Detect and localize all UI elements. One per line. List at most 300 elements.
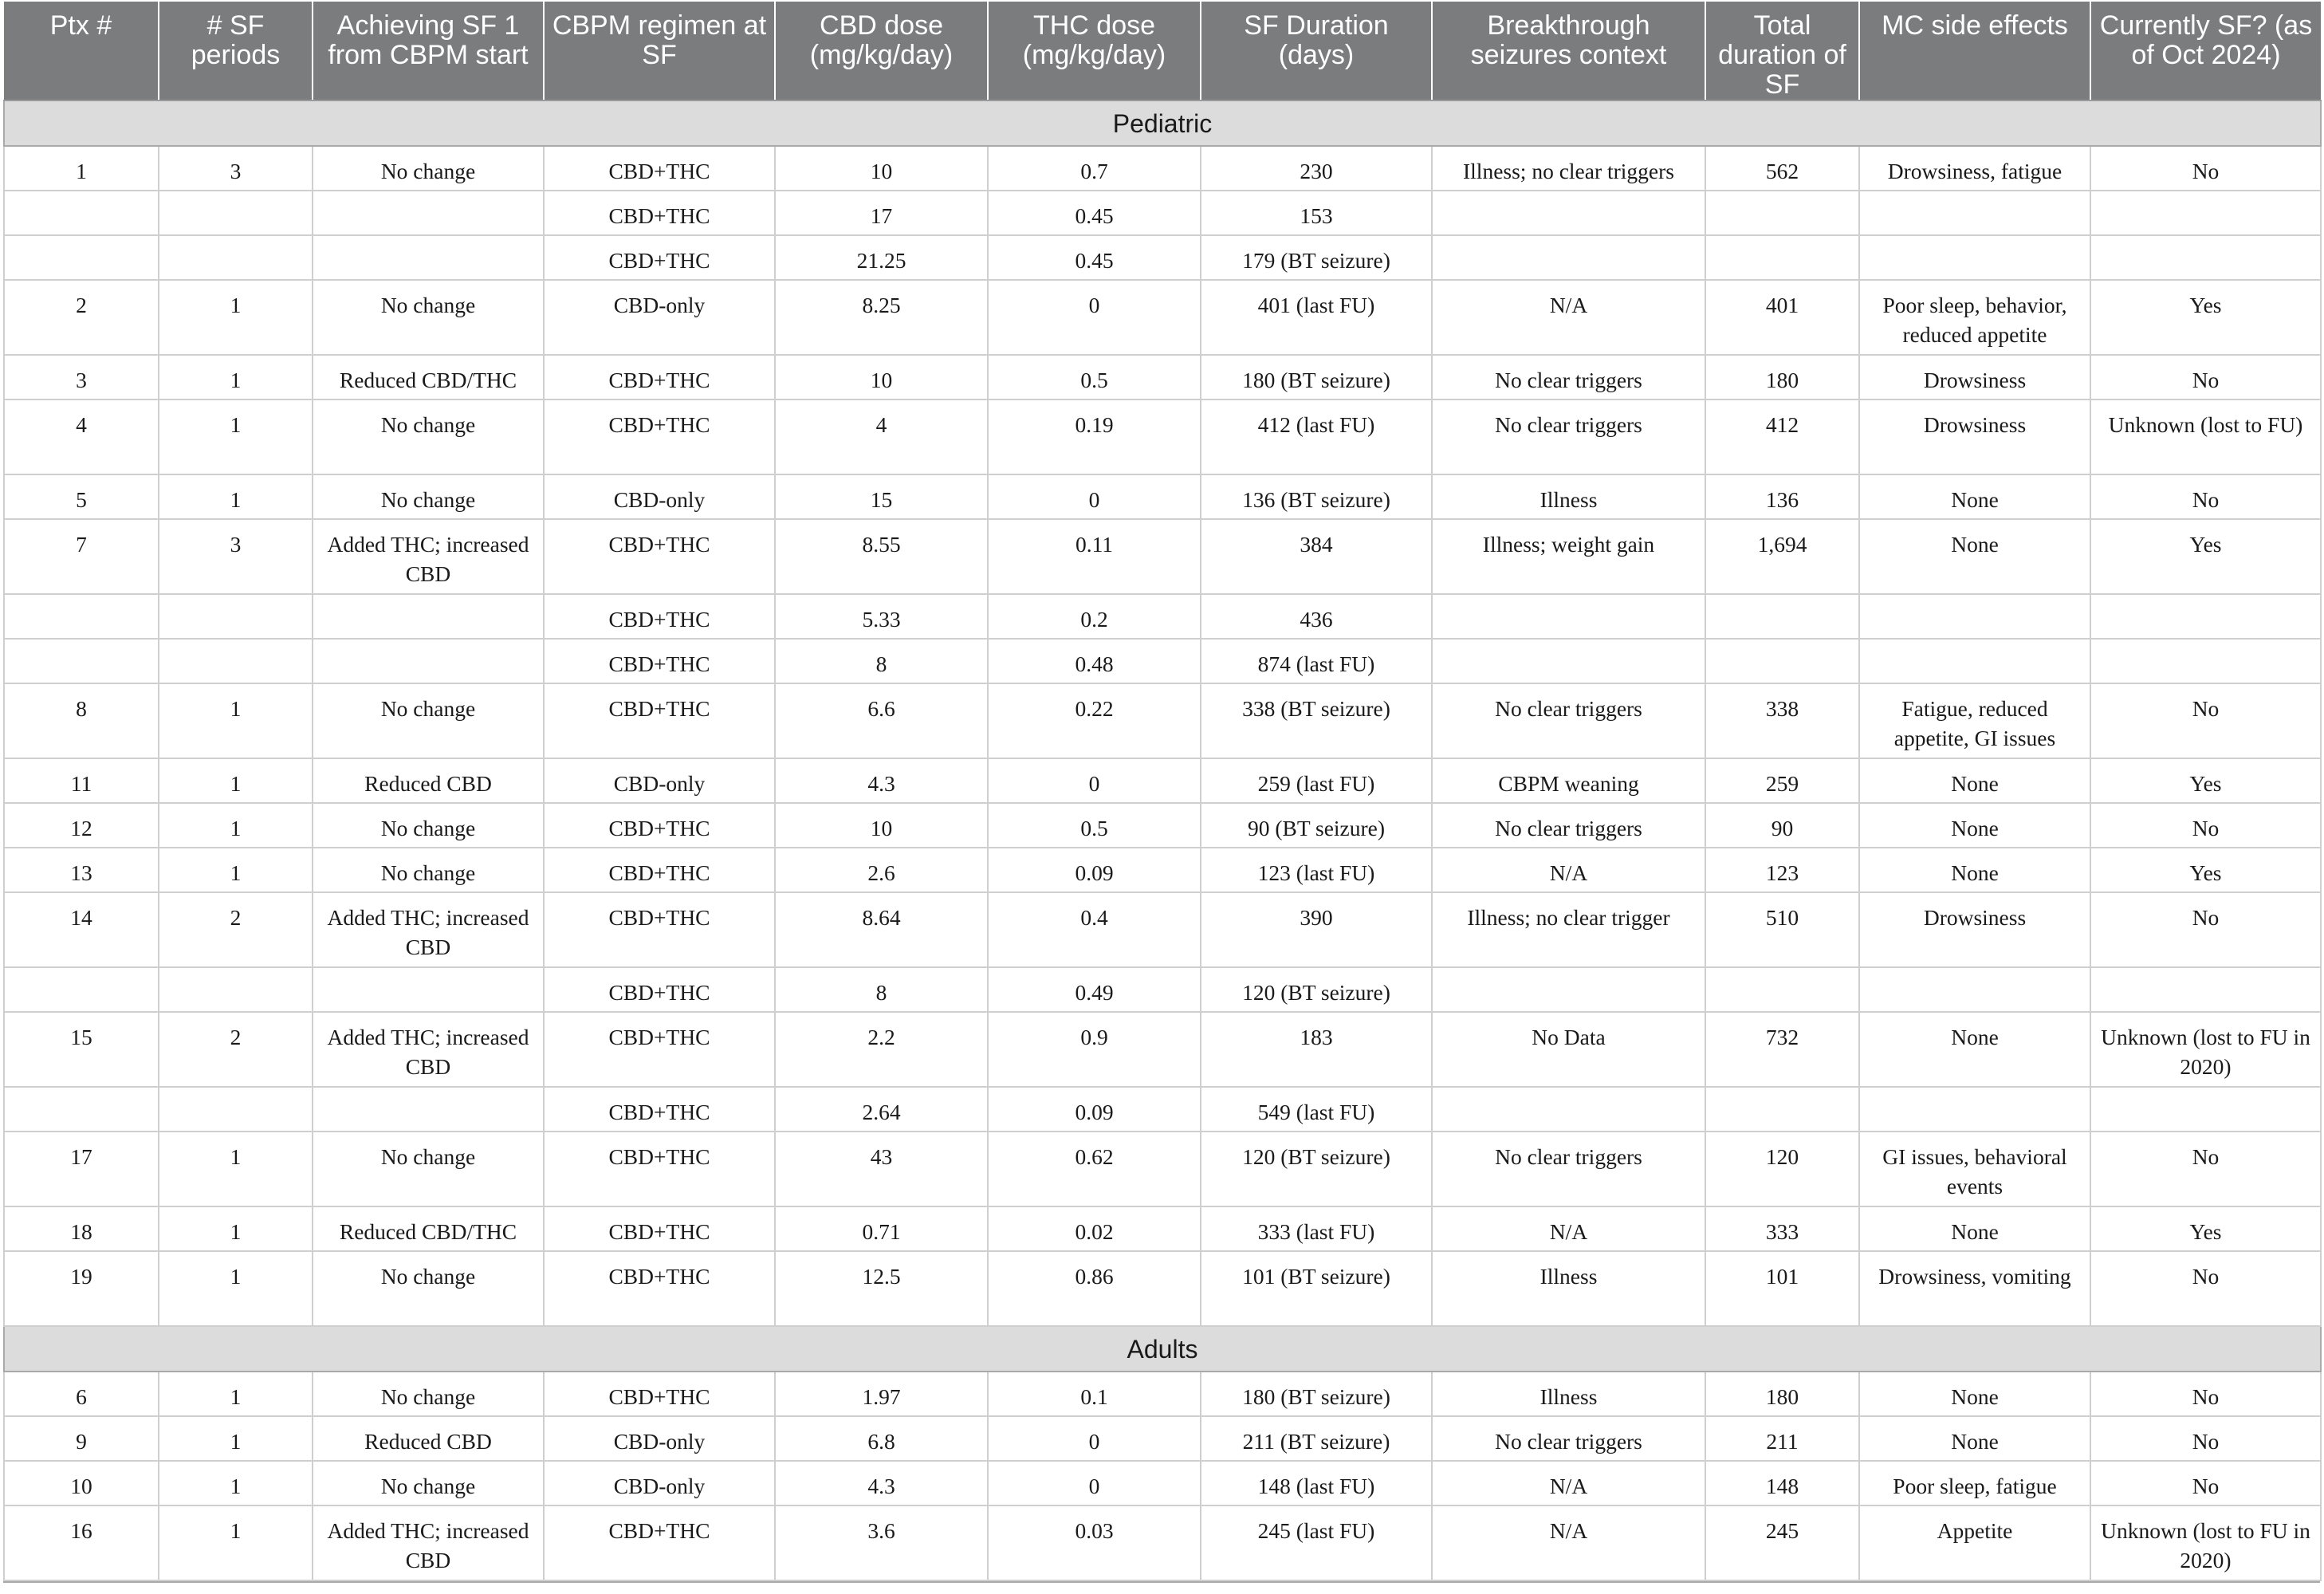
table-cell: 0 (988, 1416, 1201, 1461)
table-cell: 1 (159, 399, 313, 474)
table-cell (2090, 235, 2321, 280)
table-cell: 0 (988, 474, 1201, 519)
table-cell: No clear triggers (1432, 1416, 1705, 1461)
table-cell: CBD+THC (544, 519, 775, 594)
table-cell (159, 967, 313, 1012)
table-cell: No (2090, 146, 2321, 191)
section-title: Adults (4, 1326, 2321, 1372)
table-cell: Added THC; increased CBD (313, 1505, 544, 1580)
table-cell (313, 235, 544, 280)
table-cell: No clear triggers (1432, 355, 1705, 399)
table-cell: 0.2 (988, 594, 1201, 639)
table-cell: No Data (1432, 1012, 1705, 1087)
table-cell: 0.7 (988, 146, 1201, 191)
table-cell: CBD+THC (544, 235, 775, 280)
table-cell: 6.8 (775, 1416, 988, 1461)
table-cell: CBD+THC (544, 146, 775, 191)
table-cell: Illness (1432, 474, 1705, 519)
table-cell: None (1859, 1372, 2090, 1416)
table-cell: 180 (1705, 1372, 1859, 1416)
table-cell: 0.02 (988, 1206, 1201, 1251)
table-row (4, 146, 2321, 191)
table-body (4, 100, 2321, 1580)
column-header: SF Duration (days) (1201, 2, 1432, 100)
table-cell: 8.55 (775, 519, 988, 594)
table-cell: 333 (last FU) (1201, 1206, 1432, 1251)
table-cell: 259 (1705, 758, 1859, 803)
table-cell: 120 (BT seizure) (1201, 967, 1432, 1012)
table-cell (1705, 235, 1859, 280)
table-cell (1859, 639, 2090, 683)
section-title: Pediatric (4, 100, 2321, 146)
table-cell: CBD+THC (544, 1251, 775, 1326)
table-cell: 5 (4, 474, 159, 519)
table-row (4, 892, 2321, 967)
table-cell: No change (313, 474, 544, 519)
table-row (4, 1251, 2321, 1326)
table-cell: N/A (1432, 1206, 1705, 1251)
table-cell: Reduced CBD (313, 1416, 544, 1461)
table-header (4, 2, 2321, 100)
table-cell: CBD+THC (544, 355, 775, 399)
table-cell: 1 (159, 683, 313, 758)
table-cell: 21.25 (775, 235, 988, 280)
table-cell: CBD-only (544, 1416, 775, 1461)
table-cell: CBD+THC (544, 594, 775, 639)
table-cell: None (1859, 803, 2090, 848)
table-cell: No (2090, 1461, 2321, 1505)
table-cell: 0.1 (988, 1372, 1201, 1416)
table-cell: Drowsiness, vomiting (1859, 1251, 2090, 1326)
table-cell: 0.22 (988, 683, 1201, 758)
table-cell (2090, 639, 2321, 683)
table-cell: 390 (1201, 892, 1432, 967)
table-cell (1859, 594, 2090, 639)
table-cell: 0.09 (988, 848, 1201, 892)
table-cell: Drowsiness (1859, 355, 2090, 399)
table-cell: 2 (159, 1012, 313, 1087)
table-cell (159, 235, 313, 280)
table-cell (2090, 594, 2321, 639)
table-cell: Unknown (lost to FU in 2020) (2090, 1505, 2321, 1580)
table-cell: 333 (1705, 1206, 1859, 1251)
table-cell: Unknown (lost to FU) (2090, 399, 2321, 474)
table-cell: No clear triggers (1432, 683, 1705, 758)
column-header: Breakthrough seizures context (1432, 2, 1705, 100)
table-cell: None (1859, 1012, 2090, 1087)
table-cell: 1 (159, 474, 313, 519)
table-cell: 10 (775, 146, 988, 191)
table-cell: 16 (4, 1505, 159, 1580)
table-cell (4, 1087, 159, 1132)
table-cell: 1 (159, 1461, 313, 1505)
table-row (4, 1206, 2321, 1251)
table-cell: 1 (159, 848, 313, 892)
table-cell: 8 (4, 683, 159, 758)
table-cell: 1.97 (775, 1372, 988, 1416)
table-cell: 412 (last FU) (1201, 399, 1432, 474)
table-cell: 0.5 (988, 355, 1201, 399)
column-header: Total duration of SF (1705, 2, 1859, 100)
table-cell: CBD+THC (544, 399, 775, 474)
table-cell: 8 (775, 639, 988, 683)
table-cell: 0 (988, 1461, 1201, 1505)
table-cell: Fatigue, reduced appetite, GI issues (1859, 683, 2090, 758)
table-cell: 1 (159, 355, 313, 399)
table-cell: 384 (1201, 519, 1432, 594)
table-cell: 136 (BT seizure) (1201, 474, 1432, 519)
table-cell: 12 (4, 803, 159, 848)
seizure-freedom-table (3, 2, 2322, 1581)
table-cell: 245 (last FU) (1201, 1505, 1432, 1580)
table-cell: 401 (last FU) (1201, 280, 1432, 355)
table-cell: 0.19 (988, 399, 1201, 474)
table-cell: Illness; no clear trigger (1432, 892, 1705, 967)
table-cell (159, 639, 313, 683)
table-cell: No (2090, 683, 2321, 758)
table-cell: 6.6 (775, 683, 988, 758)
table-cell (313, 639, 544, 683)
table-cell: Reduced CBD/THC (313, 1206, 544, 1251)
table-cell: 3 (159, 146, 313, 191)
table-cell: No clear triggers (1432, 399, 1705, 474)
table-cell: No (2090, 1372, 2321, 1416)
table-cell: 0.45 (988, 235, 1201, 280)
table-cell: 180 (1705, 355, 1859, 399)
table-cell (1432, 1087, 1705, 1132)
table-cell: 8 (775, 967, 988, 1012)
section-row (4, 1326, 2321, 1372)
column-header: Achieving SF 1 from CBPM start (313, 2, 544, 100)
table-row (4, 1132, 2321, 1206)
table-cell: None (1859, 848, 2090, 892)
table-cell: No change (313, 1251, 544, 1326)
table-cell (1705, 594, 1859, 639)
table-cell: 412 (1705, 399, 1859, 474)
table-cell (1432, 235, 1705, 280)
table-cell: No (2090, 803, 2321, 848)
table-cell: 0.11 (988, 519, 1201, 594)
table-cell: CBD-only (544, 758, 775, 803)
table-cell: 120 (1705, 1132, 1859, 1206)
table-cell: 874 (last FU) (1201, 639, 1432, 683)
column-header: Currently SF? (as of Oct 2024) (2090, 2, 2321, 100)
table-cell: CBD+THC (544, 1087, 775, 1132)
seizure-freedom-table-container (3, 2, 2320, 1583)
table-cell (2090, 1087, 2321, 1132)
table-cell (313, 594, 544, 639)
table-cell (4, 639, 159, 683)
table-cell: 1 (159, 280, 313, 355)
table-cell: 0.03 (988, 1505, 1201, 1580)
table-cell: 123 (1705, 848, 1859, 892)
table-cell: 732 (1705, 1012, 1859, 1087)
table-cell: No change (313, 280, 544, 355)
table-cell: N/A (1432, 848, 1705, 892)
table-cell: 0.86 (988, 1251, 1201, 1326)
table-row (4, 1416, 2321, 1461)
table-cell: 10 (775, 355, 988, 399)
table-cell: 15 (4, 1012, 159, 1087)
table-cell: Drowsiness (1859, 399, 2090, 474)
table-cell: 6 (4, 1372, 159, 1416)
table-cell: No change (313, 399, 544, 474)
table-cell: 14 (4, 892, 159, 967)
table-cell: 5.33 (775, 594, 988, 639)
table-cell: Poor sleep, behavior, reduced appetite (1859, 280, 2090, 355)
table-row (4, 1505, 2321, 1580)
table-cell: No (2090, 474, 2321, 519)
table-cell: N/A (1432, 280, 1705, 355)
table-cell: No change (313, 146, 544, 191)
table-cell: 180 (BT seizure) (1201, 1372, 1432, 1416)
table-cell: 245 (1705, 1505, 1859, 1580)
table-cell: None (1859, 474, 2090, 519)
table-row (4, 848, 2321, 892)
table-cell: 136 (1705, 474, 1859, 519)
table-cell: 10 (775, 803, 988, 848)
table-cell (1705, 191, 1859, 235)
table-cell (159, 1087, 313, 1132)
table-row (4, 967, 2321, 1012)
column-header: # SF periods (159, 2, 313, 100)
table-cell (2090, 967, 2321, 1012)
table-cell: 338 (1705, 683, 1859, 758)
table-cell: Yes (2090, 758, 2321, 803)
table-cell: 18 (4, 1206, 159, 1251)
table-cell: 1 (159, 1416, 313, 1461)
table-cell: 562 (1705, 146, 1859, 191)
table-cell (1705, 639, 1859, 683)
table-cell: None (1859, 1206, 2090, 1251)
table-cell: 0.9 (988, 1012, 1201, 1087)
table-cell (4, 191, 159, 235)
table-cell: 2 (159, 892, 313, 967)
table-cell: 0.49 (988, 967, 1201, 1012)
table-cell: 4.3 (775, 1461, 988, 1505)
table-cell: No (2090, 355, 2321, 399)
header-row (4, 2, 2321, 100)
table-cell: CBPM weaning (1432, 758, 1705, 803)
table-cell: CBD-only (544, 474, 775, 519)
table-cell: Illness (1432, 1372, 1705, 1416)
table-cell: 0 (988, 280, 1201, 355)
table-cell: No change (313, 803, 544, 848)
table-cell: CBD+THC (544, 803, 775, 848)
table-cell: Yes (2090, 848, 2321, 892)
table-cell (4, 235, 159, 280)
table-cell (4, 967, 159, 1012)
table-cell: 2.64 (775, 1087, 988, 1132)
table-cell: 510 (1705, 892, 1859, 967)
table-cell (1432, 639, 1705, 683)
table-cell: CBD+THC (544, 683, 775, 758)
table-cell: 1 (159, 1372, 313, 1416)
table-cell: 0.5 (988, 803, 1201, 848)
table-cell: 19 (4, 1251, 159, 1326)
table-cell: 0 (988, 758, 1201, 803)
table-cell: 13 (4, 848, 159, 892)
table-cell: CBD+THC (544, 1206, 775, 1251)
table-row (4, 235, 2321, 280)
table-cell: Appetite (1859, 1505, 2090, 1580)
table-cell: None (1859, 758, 2090, 803)
table-cell (313, 967, 544, 1012)
table-cell (1432, 191, 1705, 235)
table-cell: CBD+THC (544, 967, 775, 1012)
table-cell: 2.6 (775, 848, 988, 892)
table-cell: Added THC; increased CBD (313, 1012, 544, 1087)
table-cell: CBD+THC (544, 848, 775, 892)
table-cell: CBD-only (544, 280, 775, 355)
column-header: THC dose (mg/kg/day) (988, 2, 1201, 100)
table-cell (1432, 594, 1705, 639)
table-cell: 90 (1705, 803, 1859, 848)
table-cell: 0.48 (988, 639, 1201, 683)
table-cell: Illness; no clear triggers (1432, 146, 1705, 191)
table-cell: 230 (1201, 146, 1432, 191)
table-cell: CBD+THC (544, 191, 775, 235)
table-cell: No (2090, 892, 2321, 967)
table-cell: 120 (BT seizure) (1201, 1132, 1432, 1206)
table-cell (313, 1087, 544, 1132)
table-cell: Yes (2090, 280, 2321, 355)
table-cell: Yes (2090, 519, 2321, 594)
table-cell (159, 594, 313, 639)
table-cell: 4.3 (775, 758, 988, 803)
table-cell (1859, 1087, 2090, 1132)
table-cell (1859, 191, 2090, 235)
table-cell: Illness (1432, 1251, 1705, 1326)
table-cell: 8.25 (775, 280, 988, 355)
table-cell: Reduced CBD (313, 758, 544, 803)
table-cell: None (1859, 519, 2090, 594)
table-cell: CBD+THC (544, 639, 775, 683)
table-cell (159, 191, 313, 235)
table-cell: 9 (4, 1416, 159, 1461)
table-row (4, 399, 2321, 474)
table-cell: 4 (4, 399, 159, 474)
table-cell: 123 (last FU) (1201, 848, 1432, 892)
table-cell: 3.6 (775, 1505, 988, 1580)
table-cell: 549 (last FU) (1201, 1087, 1432, 1132)
table-cell: Poor sleep, fatigue (1859, 1461, 2090, 1505)
table-cell: No change (313, 683, 544, 758)
table-cell: 211 (BT seizure) (1201, 1416, 1432, 1461)
table-cell: 101 (1705, 1251, 1859, 1326)
table-row (4, 594, 2321, 639)
table-row (4, 1012, 2321, 1087)
table-cell: CBD+THC (544, 1012, 775, 1087)
table-cell: Drowsiness, fatigue (1859, 146, 2090, 191)
table-cell: 43 (775, 1132, 988, 1206)
table-cell: 3 (159, 519, 313, 594)
table-row (4, 758, 2321, 803)
table-row (4, 355, 2321, 399)
table-cell: 211 (1705, 1416, 1859, 1461)
table-cell: 0.62 (988, 1132, 1201, 1206)
table-cell: Added THC; increased CBD (313, 519, 544, 594)
table-cell: 0.71 (775, 1206, 988, 1251)
table-cell: 259 (last FU) (1201, 758, 1432, 803)
table-cell: 17 (775, 191, 988, 235)
table-cell: 17 (4, 1132, 159, 1206)
table-cell (313, 191, 544, 235)
table-cell: 12.5 (775, 1251, 988, 1326)
section-row (4, 100, 2321, 146)
column-header: Ptx # (4, 2, 159, 100)
table-cell: 1,694 (1705, 519, 1859, 594)
table-cell: CBD+THC (544, 1372, 775, 1416)
table-cell: No clear triggers (1432, 1132, 1705, 1206)
table-cell: 436 (1201, 594, 1432, 639)
table-cell: 2 (4, 280, 159, 355)
table-cell: 11 (4, 758, 159, 803)
table-cell: 0.45 (988, 191, 1201, 235)
table-cell: CBD-only (544, 1461, 775, 1505)
table-cell: 148 (1705, 1461, 1859, 1505)
table-cell: Drowsiness (1859, 892, 2090, 967)
table-row (4, 191, 2321, 235)
table-cell: CBD+THC (544, 1505, 775, 1580)
table-cell: No change (313, 1372, 544, 1416)
table-cell: Added THC; increased CBD (313, 892, 544, 967)
table-cell: No clear triggers (1432, 803, 1705, 848)
table-cell: GI issues, behavioral events (1859, 1132, 2090, 1206)
table-cell: No (2090, 1251, 2321, 1326)
table-cell: 401 (1705, 280, 1859, 355)
table-cell (1432, 967, 1705, 1012)
table-row (4, 474, 2321, 519)
table-cell: 1 (159, 803, 313, 848)
table-row (4, 683, 2321, 758)
table-cell: 2.2 (775, 1012, 988, 1087)
table-cell: 180 (BT seizure) (1201, 355, 1432, 399)
table-cell: No (2090, 1416, 2321, 1461)
table-cell: 148 (last FU) (1201, 1461, 1432, 1505)
table-cell: 1 (159, 1132, 313, 1206)
table-row (4, 280, 2321, 355)
table-cell: 1 (4, 146, 159, 191)
table-cell: Illness; weight gain (1432, 519, 1705, 594)
table-cell: 0.09 (988, 1087, 1201, 1132)
table-cell: 153 (1201, 191, 1432, 235)
table-row (4, 1461, 2321, 1505)
table-cell: Reduced CBD/THC (313, 355, 544, 399)
table-cell: Yes (2090, 1206, 2321, 1251)
table-cell: 1 (159, 1251, 313, 1326)
table-cell: 179 (BT seizure) (1201, 235, 1432, 280)
table-cell (4, 594, 159, 639)
table-cell: 183 (1201, 1012, 1432, 1087)
table-cell: N/A (1432, 1505, 1705, 1580)
table-cell: 1 (159, 1505, 313, 1580)
table-cell: No (2090, 1132, 2321, 1206)
table-cell: 101 (BT seizure) (1201, 1251, 1432, 1326)
table-cell: No change (313, 1461, 544, 1505)
table-row (4, 519, 2321, 594)
table-cell: 10 (4, 1461, 159, 1505)
table-cell: 0.4 (988, 892, 1201, 967)
table-row (4, 1372, 2321, 1416)
column-header: MC side effects (1859, 2, 2090, 100)
table-cell: No change (313, 848, 544, 892)
table-cell (2090, 191, 2321, 235)
table-cell: 7 (4, 519, 159, 594)
table-cell: CBD+THC (544, 892, 775, 967)
table-cell: 338 (BT seizure) (1201, 683, 1432, 758)
table-cell: N/A (1432, 1461, 1705, 1505)
